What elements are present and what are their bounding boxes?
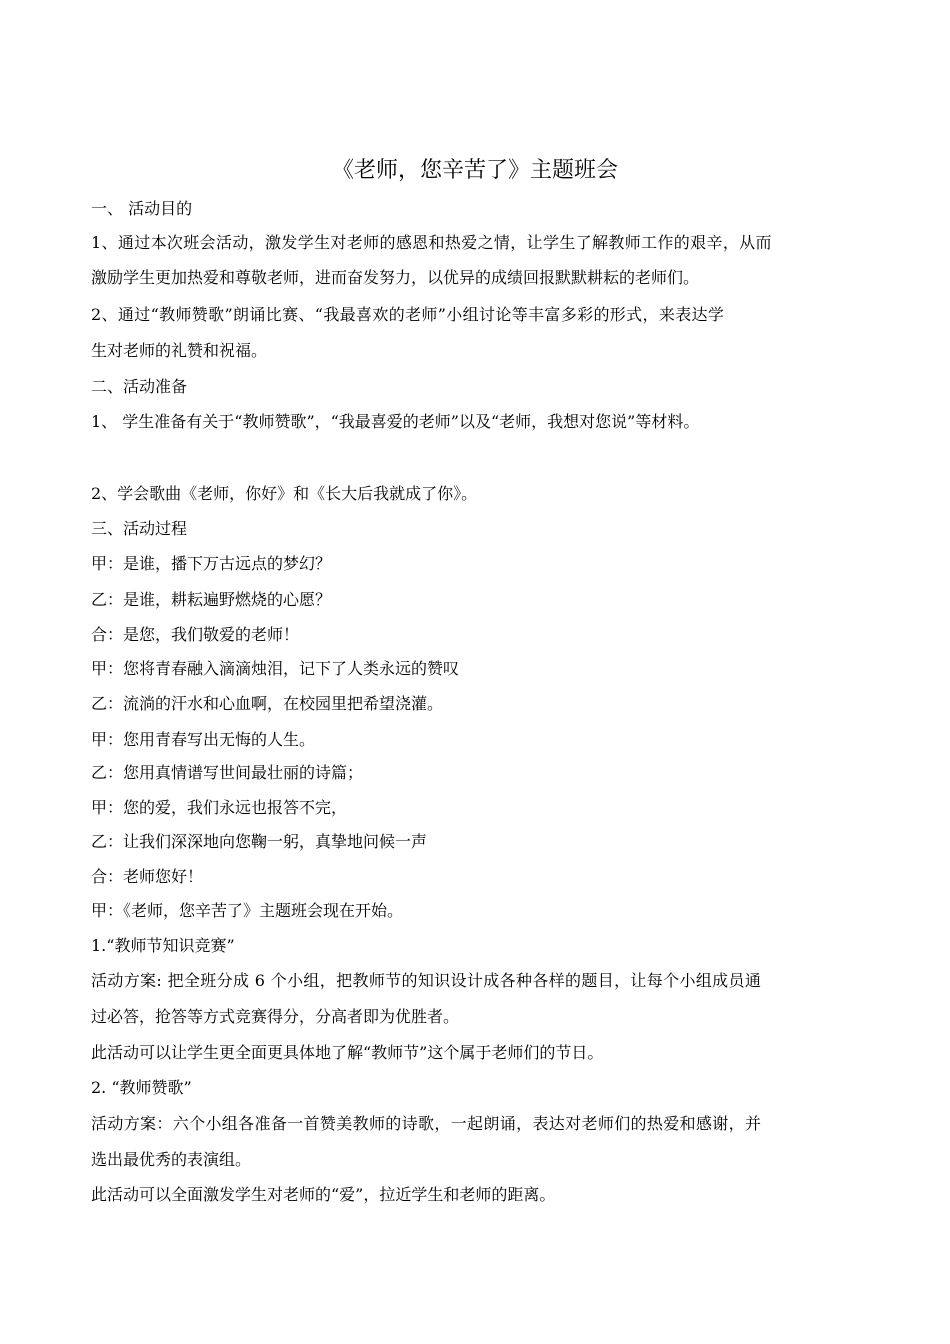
paragraph-line: 活动方案：六个小组各准备一首赞美教师的诗歌，一起朗诵，表达对老师们的热爱和感谢，并	[91, 1114, 762, 1133]
section-heading-process: 三、活动过程	[91, 519, 188, 538]
paragraph-line: 2、通过“教师赞歌”朗诵比赛、“我最喜欢的老师”小组讨论等丰富多彩的形式，来表达学	[91, 305, 725, 324]
dialogue-line: 合：是您，我们敬爱的老师！	[91, 625, 300, 644]
dialogue-line: 甲：您将青春融入滴滴烛泪，记下了人类永远的赞叹	[91, 659, 460, 678]
paragraph-line: 此活动可以让学生更全面更具体地了解“教师节”这个属于老师们的节日。	[91, 1043, 604, 1062]
dialogue-line: 甲：《老师，您辛苦了》主题班会现在开始。	[91, 901, 404, 920]
paragraph-line: 激励学生更加热爱和尊敬老师，进而奋发努力，以优异的成绩回报默默耕耘的老师们。	[91, 268, 700, 287]
section-heading-goals: 一、 活动目的	[91, 199, 193, 218]
paragraph-line: 过必答，抢答等方式竞赛得分，分高者即为优胜者。	[91, 1007, 460, 1026]
dialogue-line: 甲：您的爱，我们永远也报答不完，	[91, 798, 348, 817]
document-title: 《老师，您辛苦了》主题班会	[331, 158, 618, 183]
paragraph-line: 此活动可以全面激发学生对老师的“爱”，拉近学生和老师的距离。	[91, 1185, 556, 1204]
dialogue-line: 乙：是谁，耕耘遍野燃烧的心愿？	[91, 590, 332, 609]
dialogue-line: 乙：您用真情谱写世间最壮丽的诗篇；	[91, 763, 364, 782]
paragraph-line: 选出最优秀的表演组。	[91, 1150, 252, 1169]
activity-heading: 2. “教师赞歌”	[91, 1078, 192, 1097]
paragraph-line: 1、通过本次班会活动，激发学生对老师的感恩和热爱之情，让学生了解教师工作的艰辛，从而	[91, 233, 772, 252]
paragraph-line: 1、 学生准备有关于“教师赞歌”，“我最喜爱的老师”以及“老师，我想对您说”等材料。	[91, 412, 700, 431]
dialogue-line: 甲：是谁，播下万古远点的梦幻？	[91, 554, 332, 573]
paragraph-line: 生对老师的礼赞和祝福。	[91, 341, 268, 360]
dialogue-line: 甲：您用青春写出无悔的人生。	[91, 730, 316, 749]
paragraph-line: 活动方案: 把全班分成 6 个小组，把教师节的知识设计成各种各样的题目，让每个小组成员通	[91, 971, 762, 990]
dialogue-line: 乙：让我们深深地向您鞠一躬，真挚地问候一声	[91, 832, 428, 851]
dialogue-line: 乙：流淌的汗水和心血啊，在校园里把希望浇灌。	[91, 694, 444, 713]
section-heading-preparation: 二、活动准备	[91, 377, 188, 396]
dialogue-line: 合：老师您好！	[91, 867, 204, 886]
paragraph-line: 2、学会歌曲《老师，你好》和《长大后我就成了你》。	[91, 484, 478, 503]
activity-heading: 1.“教师节知识竞赛”	[91, 936, 235, 955]
